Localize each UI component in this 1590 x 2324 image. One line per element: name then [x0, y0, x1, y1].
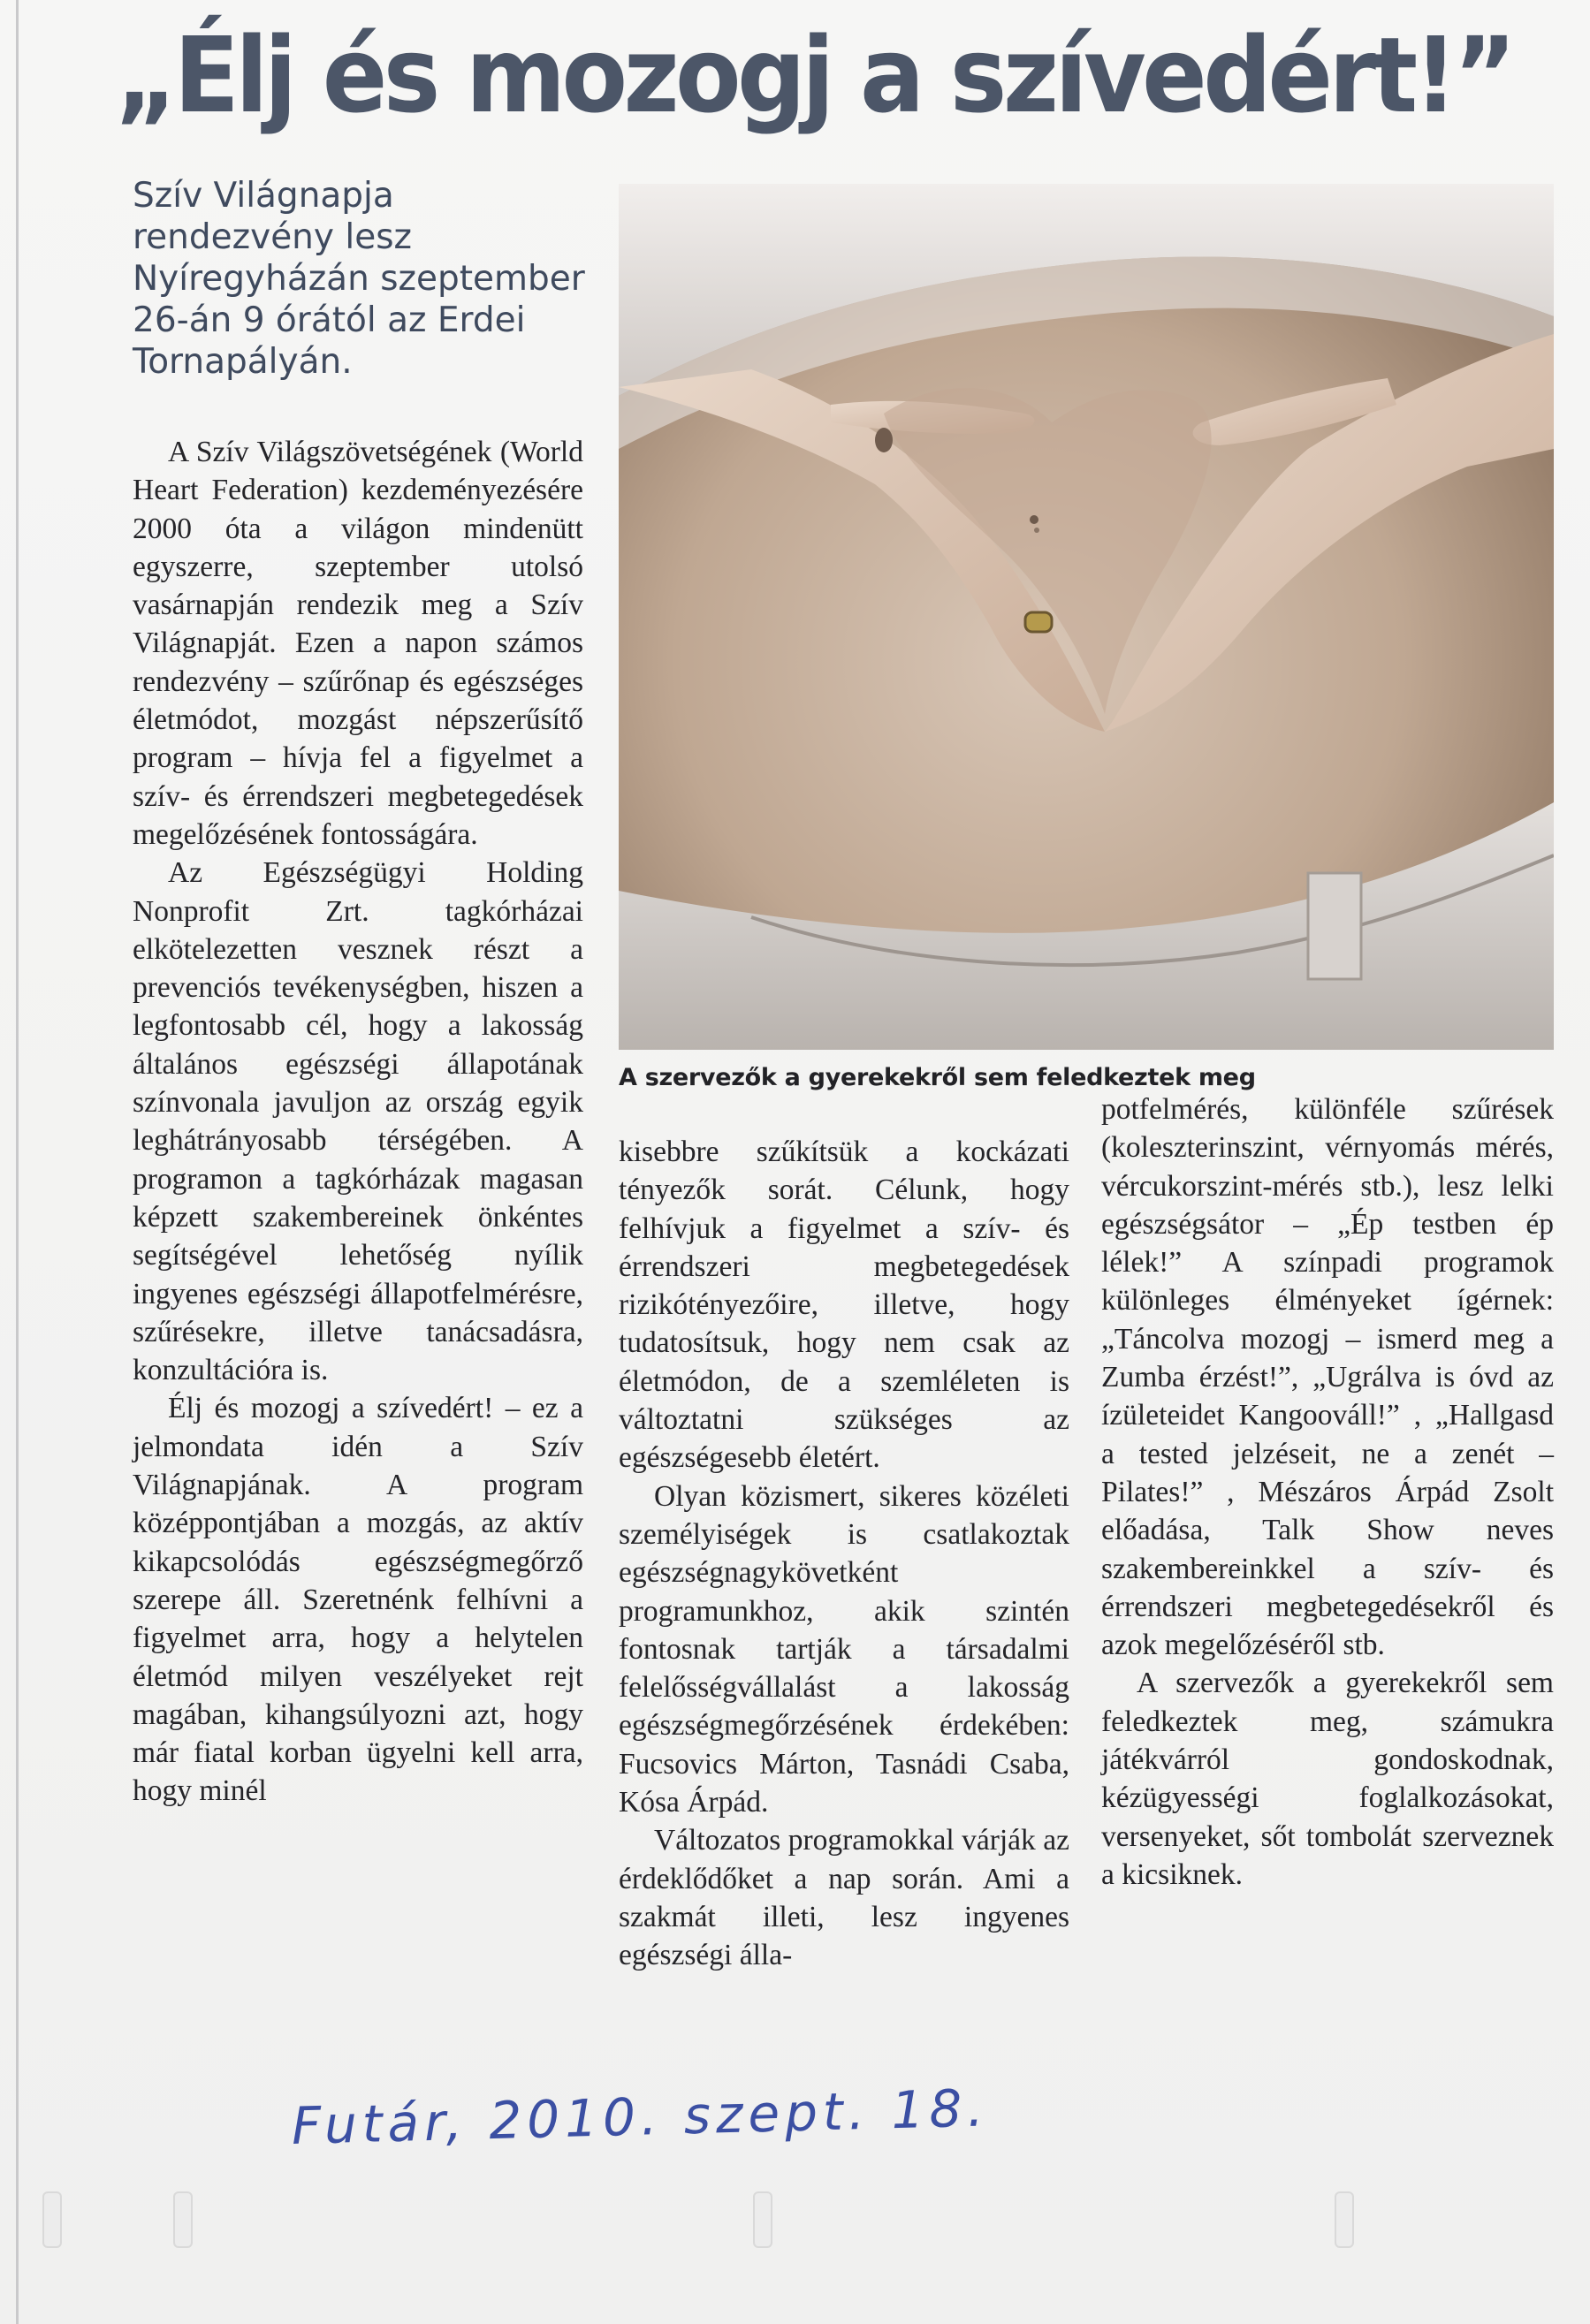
staple-mark: [1335, 2191, 1354, 2248]
article-photo: [619, 184, 1554, 1050]
paragraph: Változatos programokkal várják az érdeklődőket a nap során. Ami a szakmát illeti, lesz ingyenes egészségi álla-: [619, 1824, 1069, 1972]
staple-mark: [42, 2191, 62, 2248]
belly-heart-hands-image: [619, 184, 1554, 1050]
article-headline: „Élj és mozogj a szívedért!”: [115, 14, 1513, 136]
paragraph: Az Egészségügyi Holding Nonprofit Zrt. tagkórházai elkötelezetten vesznek részt a prevenciós tevékenységben, hiszen a legfontosabb cél, hogy a lakosság általános egészségi állapotának színvonala javuljon az ország egyik leghátrányosabb térségében. A programon a tagkórházak magasan képzett szakembereinek önkéntes segítségével lehetőség nyílik ingyenes egészségi állapotfelmérésre, szűrésekre, illetve tanácsadásra, konzultációra is.: [133, 856, 583, 1387]
article-lead: Szív Világnapja rendezvény lesz Nyíregyházán szeptember 26-án 9 órától az Erdei Tornapályán.: [133, 176, 585, 382]
handwritten-source-note: Futár, 2010. szept. 18.: [291, 2077, 990, 2156]
article-column-2: [619, 1133, 1069, 1975]
staple-mark: [173, 2191, 193, 2248]
paragraph: kisebbre szűkítsük a kockázati tényezők sorát. Célunk, hogy felhívjuk a figyelmet a szív- és érrendszeri megbetegedések rizikótényezőire, illetve, hogy tudatosítsuk, hogy nem csak az életmódon, de a szemléleten is változtatni szükséges az egészségesebb életért.: [619, 1135, 1069, 1475]
article-column-3: [1101, 1090, 1554, 1894]
paragraph: A szervezők a gyerekekről sem feledkeztek meg, számukra játékvárról gondoskodnak, kézügyességi foglalkozásokat, versenyeket, sőt tombolát szerveznek a kicsiknek.: [1101, 1667, 1554, 1891]
paragraph: Élj és mozogj a szívedért! – ez a jelmondata idén a Szív Világnapjának. A program középpontjában a mozgás, az aktív kikapcsolódás egészségmegőrző szerepe áll. Szeretnénk felhívni a figyelmet arra, hogy a helytelen életmód milyen veszélyeket rejt magában, kihangsúlyozni azt, hogy már fiatal korban ügyelni kell arra, hogy minél: [133, 1392, 583, 1808]
page-edge: [16, 0, 19, 2324]
paragraph: A Szív Világszövetségének (World Heart Federation) kezdeményezésére 2000 óta a világon mindenütt egyszerre, szeptember utolsó vasárnapján rendezik meg a Szív Világnapját. Ezen a napon számos rendezvény – szűrőnap és egészséges életmódot, mozgást népszerűsítő program – hívja fel a figyelmet a szív- és érrendszeri megbetegedések megelőzésének fontosságára.: [133, 436, 583, 851]
paragraph: potfelmérés, különféle szűrések (koleszterinszint, vérnyomás mérés, vércukorszint-mérés stb.), lesz lelki egészségsátor – „Ép testben ép lélek!” A színpadi programok különleges élményeket ígérnek: „Táncolva mozogj – ismerd meg a Zumba érzést!”, „Ugrálva is óvd az ízületeidet Kangoováll!” , „Hallgasd a tested jelzéseit, ne a zenét – Pilates!” , Mészáros Árpád Zsolt előadása, Talk Show neves szakembereinkkel a szív- és érrendszeri megbetegedésekről és azok megelőzéséről stb.: [1101, 1093, 1554, 1662]
paragraph: Olyan közismert, sikeres közéleti személyiségek is csatlakoztak egészségnagykövetként programunkhoz, akik szintén fontosnak tartják a társadalmi felelősségvállalást a lakosság egészségmegőrzésének érdekében: Fucsovics Márton, Tasnádi Csaba, Kósa Árpád.: [619, 1479, 1069, 1819]
photo-caption: A szervezők a gyerekekről sem feledkeztek meg: [619, 1064, 1256, 1091]
staple-mark: [753, 2191, 772, 2248]
article-column-1: [133, 433, 583, 1811]
